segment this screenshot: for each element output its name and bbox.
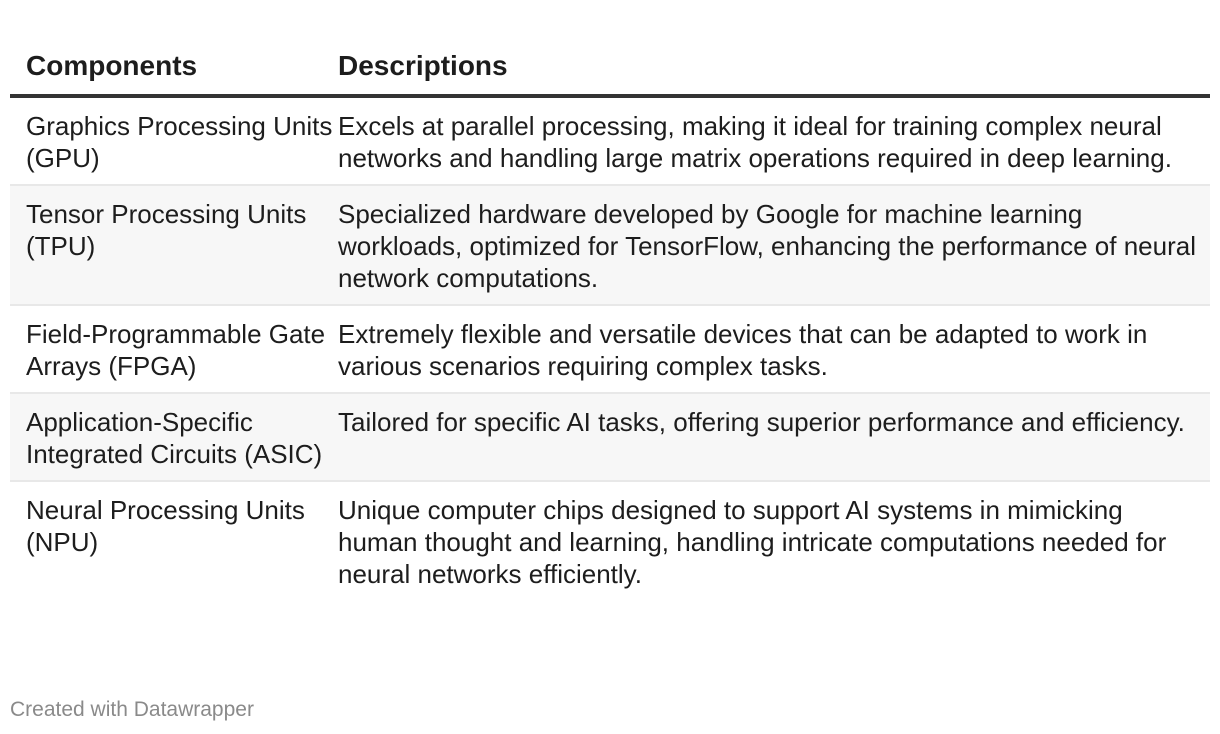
table-row bbox=[10, 306, 1210, 394]
description-cell: Excels at parallel processing, making it ideal for training complex neural networks and handling large matrix operations required in deep learning. bbox=[338, 111, 1172, 173]
datawrapper-credit-link[interactable]: Created with Datawrapper bbox=[10, 698, 254, 721]
header-components: Components bbox=[26, 50, 198, 81]
header-descriptions: Descriptions bbox=[338, 50, 508, 81]
table-header-row bbox=[10, 36, 1210, 98]
table-row bbox=[10, 482, 1210, 600]
description-cell: Specialized hardware developed by Google for machine learning workloads, optimized for TensorFlow, enhancing the performance of neural network computations. bbox=[338, 199, 1196, 293]
table-row bbox=[10, 394, 1210, 482]
description-cell: Unique computer chips designed to support AI systems in mimicking human thought and learning, handling intricate computations needed for neural networks efficiently. bbox=[338, 495, 1167, 589]
component-cell: Tensor Processing Units (TPU) bbox=[26, 199, 307, 261]
component-cell: Graphics Processing Units (GPU) bbox=[26, 111, 333, 173]
description-cell: Tailored for specific AI tasks, offering superior performance and efficiency. bbox=[338, 407, 1185, 437]
components-table bbox=[10, 36, 1210, 600]
component-cell: Field-Programmable Gate Arrays (FPGA) bbox=[26, 319, 326, 381]
table-row bbox=[10, 98, 1210, 186]
description-cell: Extremely flexible and versatile devices that can be adapted to work in various scenarios requiring complex tasks. bbox=[338, 319, 1148, 381]
component-cell: Application-Specific Integrated Circuits (ASIC) bbox=[26, 407, 323, 469]
component-cell: Neural Processing Units (NPU) bbox=[26, 495, 305, 557]
table-row bbox=[10, 186, 1210, 306]
